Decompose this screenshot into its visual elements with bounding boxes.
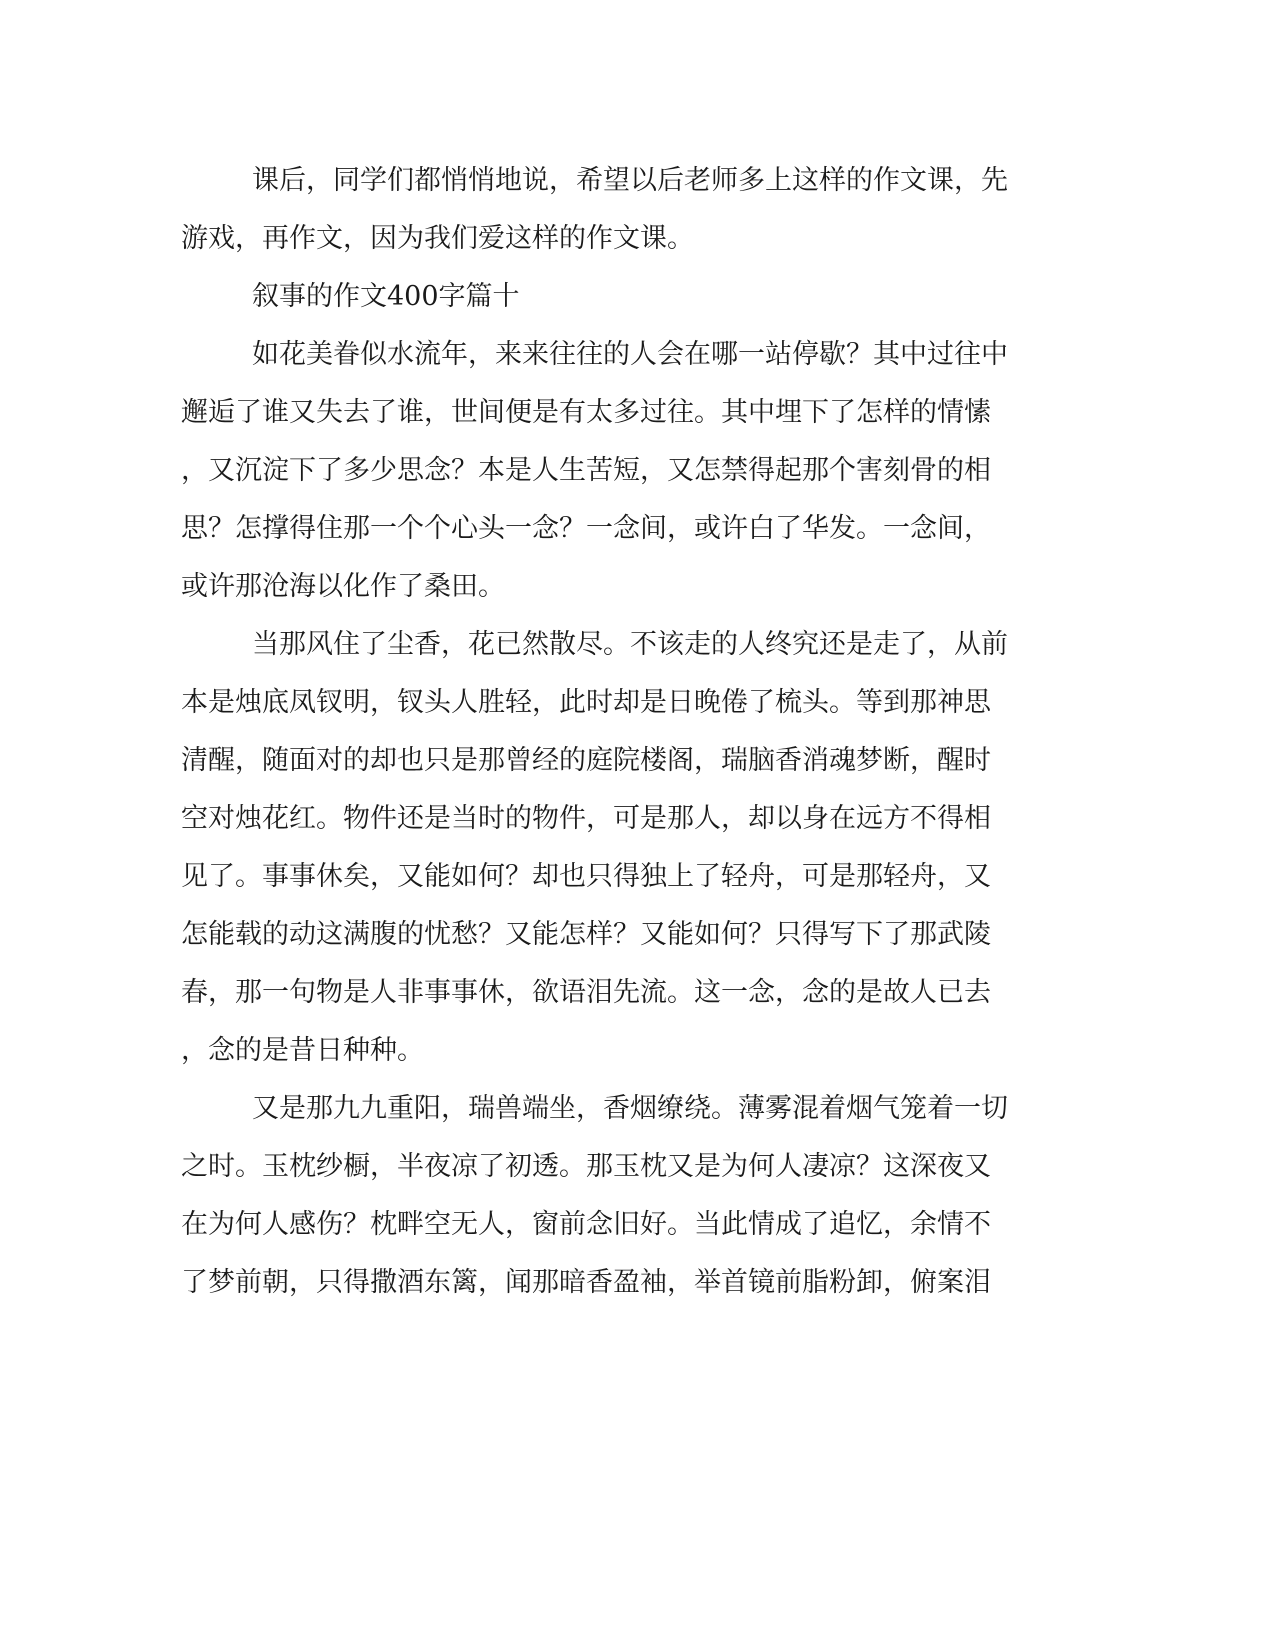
text-line: 了梦前朝，只得撒酒东篱，闻那暗香盈袖，举首镜前脂粉卸，俯案泪 bbox=[181, 1267, 991, 1298]
text-line: 如花美眷似水流年，来来往往的人会在哪一站停歇？其中过往中 bbox=[252, 339, 1008, 370]
text-line: 清醒，随面对的却也只是那曾经的庭院楼阁，瑞脑香消魂梦断，醒时 bbox=[181, 745, 991, 776]
text-line: 或许那沧海以化作了桑田。 bbox=[181, 571, 505, 602]
text-line: 思？怎撑得住那一个个心头一念？一念间，或许白了华发。一念间， bbox=[181, 513, 991, 544]
text-line: 邂逅了谁又失去了谁，世间便是有太多过往。其中埋下了怎样的情愫 bbox=[181, 397, 991, 428]
text-line: 见了。事事休矣，又能如何？却也只得独上了轻舟，可是那轻舟，又 bbox=[181, 861, 991, 892]
text-line: 又是那九九重阳，瑞兽端坐，香烟缭绕。薄雾混着烟气笼着一切 bbox=[252, 1093, 1008, 1124]
text-line: ，念的是昔日种种。 bbox=[181, 1035, 424, 1066]
text-line: 课后，同学们都悄悄地说，希望以后老师多上这样的作文课，先 bbox=[252, 165, 1008, 196]
text-line: 空对烛花红。物件还是当时的物件，可是那人，却以身在远方不得相 bbox=[181, 803, 991, 834]
section-heading: 叙事的作文400字篇十 bbox=[252, 281, 520, 312]
text-line: 之时。玉枕纱橱，半夜凉了初透。那玉枕又是为何人凄凉？这深夜又 bbox=[181, 1151, 991, 1182]
text-line: 本是烛底凤钗明，钗头人胜轻，此时却是日晚倦了梳头。等到那神思 bbox=[181, 687, 991, 718]
text-line: 当那风住了尘香，花已然散尽。不该走的人终究还是走了，从前 bbox=[252, 629, 1008, 660]
text-line: ，又沉淀下了多少思念？本是人生苦短，又怎禁得起那个害刻骨的相 bbox=[181, 455, 991, 486]
text-line: 春，那一句物是人非事事休，欲语泪先流。这一念，念的是故人已去 bbox=[181, 977, 991, 1008]
text-line: 在为何人感伤？枕畔空无人，窗前念旧好。当此情成了追忆，余情不 bbox=[181, 1209, 991, 1240]
text-line: 怎能载的动这满腹的忧愁？又能怎样？又能如何？只得写下了那武陵 bbox=[181, 919, 991, 950]
text-line: 游戏，再作文，因为我们爱这样的作文课。 bbox=[181, 223, 694, 254]
